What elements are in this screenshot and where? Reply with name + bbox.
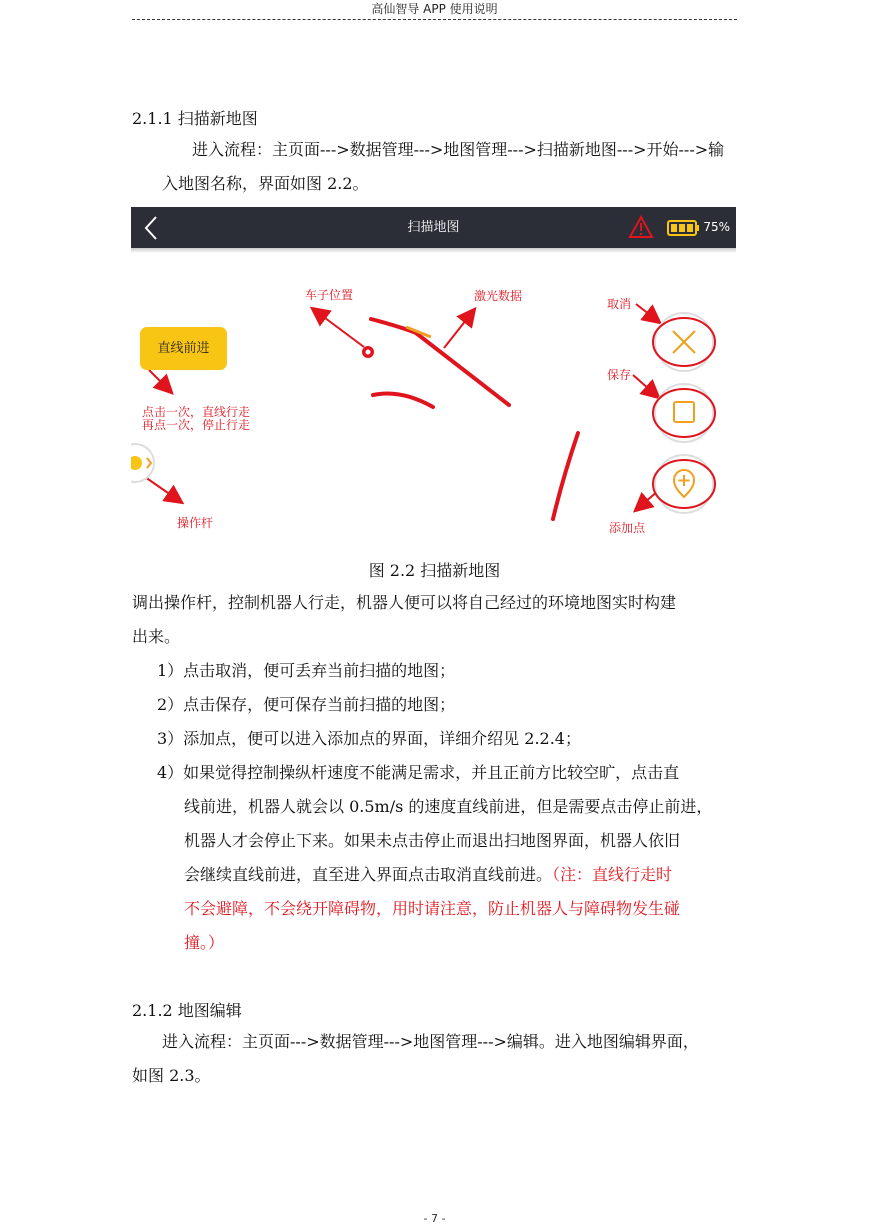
scan-map-screenshot xyxy=(131,207,736,537)
laser-trace-lower xyxy=(373,394,433,408)
laser-trace-vertical xyxy=(553,433,578,519)
list-item-4-line-4 xyxy=(184,858,672,892)
arrow-joystick xyxy=(145,477,181,502)
warning-note-start: （注：直线行走时 xyxy=(552,865,673,884)
screen-title: 扫描地图 xyxy=(407,220,460,235)
body-para-line-2: 出来。 xyxy=(132,627,181,646)
arrow-cancel xyxy=(636,304,659,322)
flow-text-line-1: 进入流程：主页面--->数据管理--->地图管理--->扫描新地图--->开始--->输 xyxy=(192,140,725,159)
figure-caption: 图 2.2 扫描新地图 xyxy=(368,561,501,580)
section-heading-map-edit: 2.1.2 地图编辑 xyxy=(132,1001,242,1020)
body-para-line-1: 调出操作杆，控制机器人行走，机器人便可以将自己经过的环境地图实时构建 xyxy=(132,593,677,612)
edit-flow-line-1: 进入流程：主页面--->数据管理--->地图管理--->编辑。进入地图编辑界面， xyxy=(162,1032,699,1051)
list-item-4-line-3: 机器人才会停止下来。如果未点击停止而退出扫地图界面，机器人依旧 xyxy=(184,831,681,850)
list-item-3: 3）添加点，便可以进入添加点的界面，详细介绍见 2.2.4； xyxy=(157,729,581,748)
list-item-4-line-2: 线前进，机器人就会以 0.5m/s 的速度直线前进，但是需要点击停止前进， xyxy=(184,797,713,816)
annotation-straight-hint-1: 点击一次，直线行走 xyxy=(142,405,251,419)
section-heading-scan-new-map: 2.1.1 扫描新地图 xyxy=(132,109,258,128)
page-header: 高仙智导 APP 使用说明 xyxy=(132,0,737,20)
straight-forward-button[interactable]: 直线前进 xyxy=(140,327,227,370)
map-canvas xyxy=(131,207,736,537)
annotation-save: 保存 xyxy=(607,368,632,382)
arrow-save xyxy=(633,375,658,397)
annotation-joystick: 操作杆 xyxy=(177,516,214,530)
arrow-straight-button xyxy=(149,370,171,392)
arrow-laser-data xyxy=(444,310,474,348)
robot-position-center xyxy=(366,350,371,355)
annotation-add-point: 添加点 xyxy=(609,521,646,535)
battery-percent: 75% xyxy=(703,220,730,234)
arrow-car-position xyxy=(313,309,364,347)
annotation-laser-data: 激光数据 xyxy=(474,289,523,303)
list-item-4-line-1: 4）如果觉得控制操纵杆速度不能满足需求，并且正前方比较空旷，点击直 xyxy=(157,763,680,782)
annotation-cancel: 取消 xyxy=(607,297,632,311)
page-number: - 7 - xyxy=(423,1212,446,1225)
list-item-4-line-4-text: 会继续直线前进，直至进入界面点击取消直线前进。 xyxy=(184,865,553,884)
list-item-1: 1）点击取消，便可丢弃当前扫描的地图； xyxy=(157,661,456,680)
warning-note-line-3: 撞。） xyxy=(184,933,225,952)
flow-text-line-2: 入地图名称，界面如图 2.2。 xyxy=(162,174,369,193)
save-button[interactable] xyxy=(655,384,713,442)
warning-note-line-2: 不会避障，不会绕开障碍物，用时请注意，防止机器人与障碍物发生碰 xyxy=(184,899,681,918)
annotation-straight-hint-2: 再点一次，停止行走 xyxy=(142,418,251,432)
edit-flow-line-2: 如图 2.3。 xyxy=(132,1066,211,1085)
annotation-car-position: 车子位置 xyxy=(305,288,354,302)
list-item-2: 2）点击保存，便可保存当前扫描的地图； xyxy=(157,695,456,714)
